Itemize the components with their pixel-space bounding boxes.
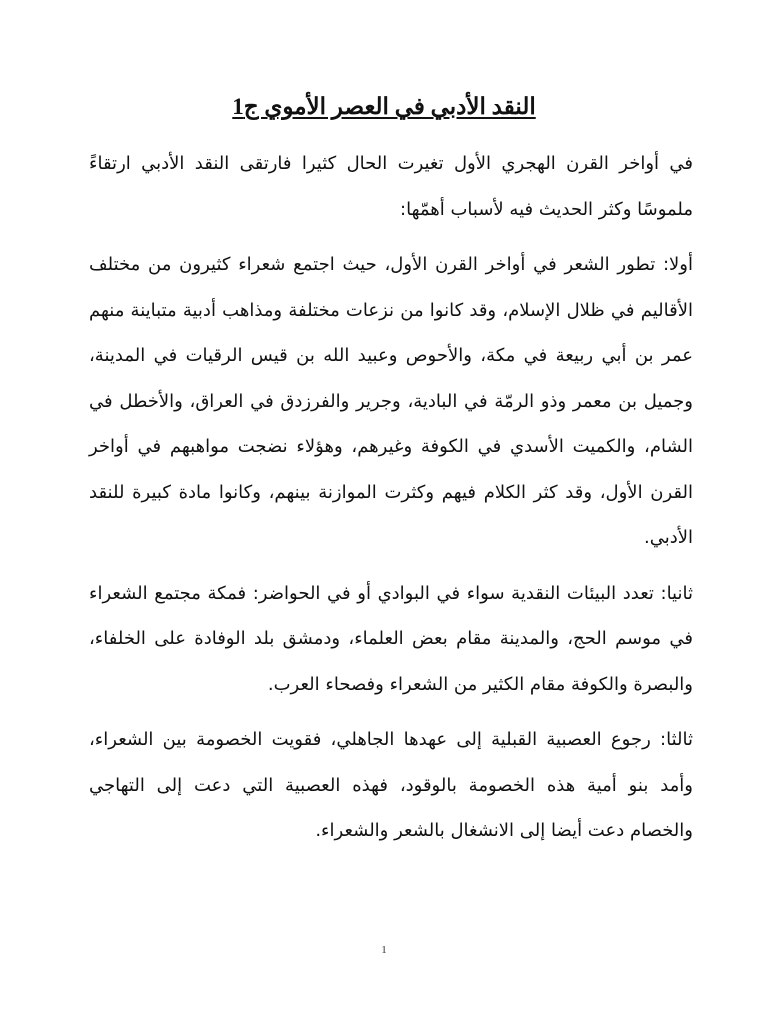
document-body <box>89 141 693 864</box>
paragraph-third-reason: ثالثا: رجوع العصبية القبلية إلى عهدها الجاهلي، فقويت الخصومة بين الشعراء، وأمد بنو أمية هذه الخصومة بالوقود، فهذه العصبية التي دعت إلى التهاجي والخصام دعت أيضا إلى الانشغال بالشعر والشعراء. <box>89 729 693 841</box>
paragraph-second-reason: ثانيا: تعدد البيئات النقدية سواء في البوادي أو في الحواضر: فمكة مجتمع الشعراء في موسم الحج، والمدينة مقام بعض العلماء، ودمشق بلد الوفادة على الخلفاء، والبصرة والكوفة مقام الكثير من الشعراء وفصحاء العرب. <box>89 582 693 695</box>
paragraph-first-reason: أولا: تطور الشعر في أواخر القرن الأول، حيث اجتمع شعراء كثيرون من مختلف الأقاليم في ظلال الإسلام، وقد كانوا من نزعات مختلفة ومذاهب أدبية متباينة منهم عمر بن أبي ربيعة في مكة، والأحوص وعبيد الله بن قيس الرقيات في المدينة، وجميل بن معمر وذو الرمّة في البادية، وجرير والفرزدق في العراق، والأخطل في الشام، والكميت الأسدي في الكوفة وغيرهم، وهؤلاء نضجت مواهبهم في أواخر القرن الأول، وقد كثر الكلام فيهم وكثرت الموازنة بينهم، وكانوا مادة كبيرة للنقد الأدبي. <box>89 254 693 548</box>
page-number: 1 <box>381 944 387 956</box>
paragraph-intro: في أواخر القرن الهجري الأول تغيرت الحال كثيرا فارتقى النقد الأدبي ارتقاءً ملموسًا وكثر الحديث فيه لأسباب أهمّها: <box>89 153 693 220</box>
document-title: النقد الأدبي في العصر الأموي ج1 <box>232 94 536 119</box>
